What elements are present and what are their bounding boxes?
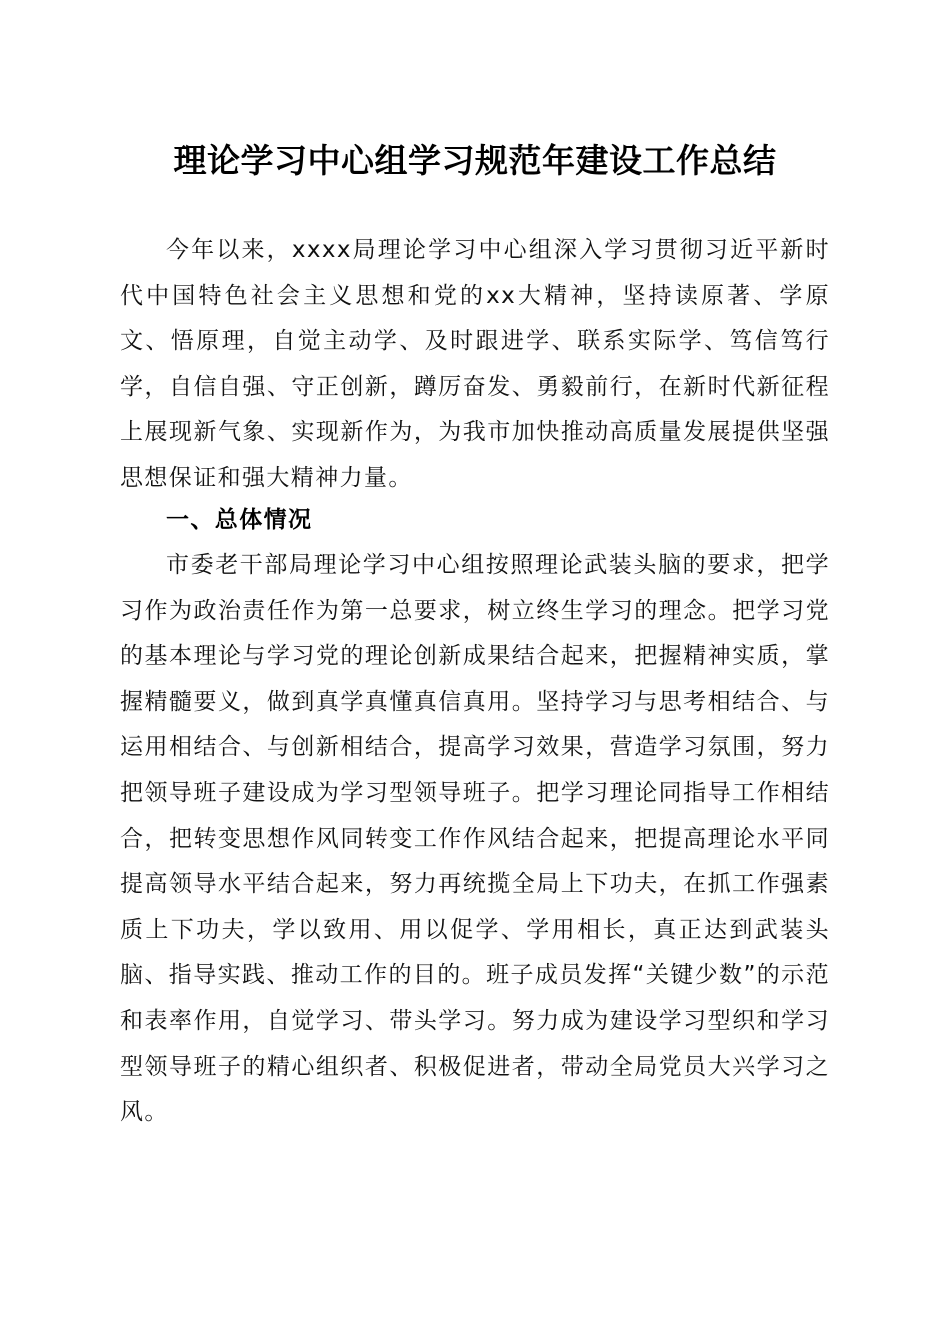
document-title: 理论学习中心组学习规范年建设工作总结 (173, 141, 777, 180)
intro-paragraph: 今年以来，xxxx局理论学习中心组深入学习贯彻习近平新时代中国特色社会主义思想和党的xx大精神，坚持读原著、学原文、悟原理，自觉主动学、及时跟进学、联系实际学、笃信笃行学，自信自强、守正创新，蹲厉奋发、勇毅前行，在新时代新征程上展现新气象、实现新作为，为我市加快推动高质量发展提供坚强思想保证和强大精神力量。 (120, 237, 830, 491)
section-heading-overall: 一、总体情况 (166, 507, 313, 533)
overall-paragraph: 市委老干部局理论学习中心组按照理论武装头脑的要求，把学习作为政治责任作为第一总要求，树立终生学习的理念。把学习党的基本理论与学习党的理论创新成果结合起来，把握精神实质，掌握精髓要义，做到真学真懂真信真用。坚持学习与思考相结合、与运用相结合、与创新相结合，提高学习效果，营造学习氛围，努力把领导班子建设成为学习型领导班子。把学习理论同指导工作相结合，把转变思想作风同转变工作作风结合起来，把提高理论水平同提高领导水平结合起来，努力再统揽全局上下功夫，在抓工作强素质上下功夫，学以致用、用以促学、学用相长，真正达到武装头脑、指导实践、推动工作的目的。班子成员发挥“关键少数”的示范和表率作用，自觉学习、带头学习。努力成为建设学习型织和学习型领导班子的精心组织者、积极促进者，带动全局党员大兴学习之风。 (120, 552, 830, 1126)
